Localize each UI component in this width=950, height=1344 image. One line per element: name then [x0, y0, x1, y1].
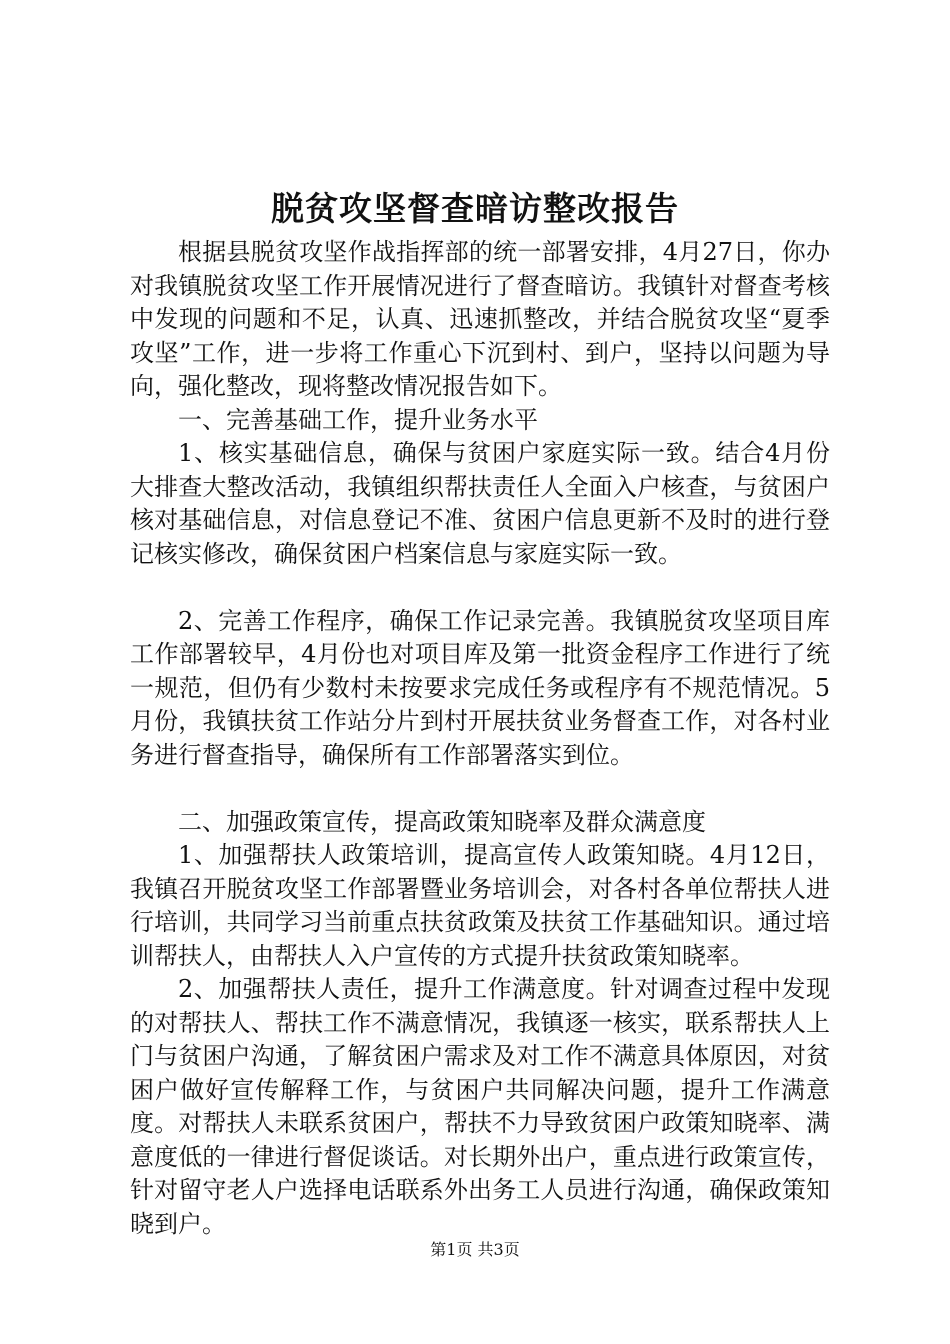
section-heading-2: 二、加强政策宣传，提高政策知晓率及群众满意度 [178, 807, 706, 836]
paragraph-spacer [130, 772, 830, 806]
document-body [130, 236, 830, 1241]
paragraph-1-2: 2、完善工作程序，确保工作记录完善。我镇脱贫攻坚项目库工作部署较早，4月份也对项目库及第一批资金程序工作进行了统一规范，但仍有少数村未按要求完成任务或程序有不规范情况。5月份，我镇扶贫工作站分片到村开展扶贫业务督查工作，对各村业务进行督查指导，确保所有工作部署落实到位。 [130, 606, 830, 769]
paragraph-2-2: 2、加强帮扶人责任，提升工作满意度。针对调查过程中发现的对帮扶人、帮扶工作不满意情况，我镇逐一核实，联系帮扶人上门与贫困户沟通，了解贫困户需求及对工作不满意具体原因，对贫困户做好宣传解释工作，与贫困户共同解决问题，提升工作满意度。对帮扶人未联系贫困户，帮扶不力导致贫困户政策知晓率、满意度低的一律进行督促谈话。对长期外出户，重点进行政策宣传，针对留守老人户选择电话联系外出务工人员进行沟通，确保政策知晓到户。 [130, 975, 830, 1238]
document-title: 脱贫攻坚督查暗访整改报告 [271, 189, 679, 228]
section-heading-1: 一、完善基础工作，提升业务水平 [178, 405, 538, 434]
paragraph-spacer [130, 571, 830, 605]
intro-paragraph: 根据县脱贫攻坚作战指挥部的统一部署安排，4月27日，你办对我镇脱贫攻坚工作开展情况进行了督查暗访。我镇针对督查考核中发现的问题和不足，认真、迅速抓整改，并结合脱贫攻坚“夏季攻坚”工作，进一步将工作重心下沉到村、到户，坚持以问题为导向，强化整改，现将整改情况报告如下。 [130, 238, 830, 400]
paragraph-1-1: 1、核实基础信息，确保与贫困户家庭实际一致。结合4月份大排查大整改活动，我镇组织帮扶责任人全面入户核查，与贫困户核对基础信息，对信息登记不准、贫困户信息更新不及时的进行登记核实修改，确保贫困户档案信息与家庭实际一致。 [130, 439, 830, 568]
page-number-footer: 第1页 共3页 [430, 1240, 520, 1259]
paragraph-2-1: 1、加强帮扶人政策培训，提高宣传人政策知晓。4月12日，我镇召开脱贫攻坚工作部署暨业务培训会，对各村各单位帮扶人进行培训，共同学习当前重点扶贫政策及扶贫工作基础知识。通过培训帮扶人，由帮扶人入户宣传的方式提升扶贫政策知晓率。 [130, 841, 830, 970]
